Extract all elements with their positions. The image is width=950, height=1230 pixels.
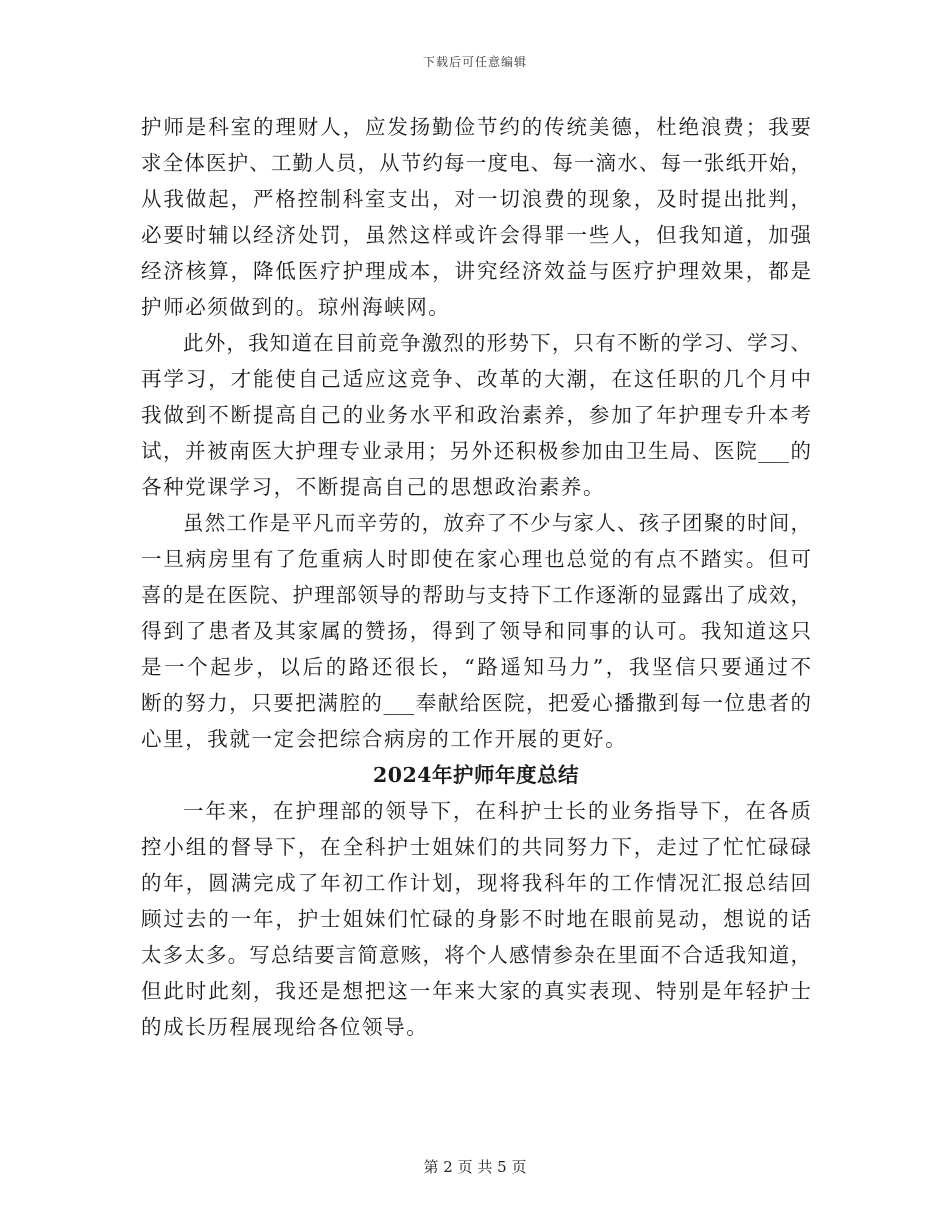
text-line: 从我做起，严格控制科室支出，对一切浪费的现象，及时提出批判，: [141, 187, 811, 211]
text-line: 求全体医护、工勤人员，从节约每一度电、每一滴水、每一张纸开始，: [141, 151, 811, 175]
text-line: 控小组的督导下，在全科护士姐妹们的共同努力下，走过了忙忙碌碌: [141, 835, 811, 859]
paragraph-1: [141, 109, 811, 325]
text-line: 顾过去的一年，护士姐妹们忙碌的身影不时地在眼前晃动，想说的话: [141, 907, 811, 931]
text-line: 再学习，才能使自己适应这竞争、改革的大潮，在这任职的几个月中: [141, 367, 811, 391]
text-line: 心里，我就一定会把综合病房的工作开展的更好。: [141, 727, 628, 751]
section-title: 2024年护师年度总结: [372, 763, 580, 787]
page-number-footer: 第 2 页 共 5 页: [423, 1158, 527, 1176]
paragraph-2: [141, 325, 811, 505]
text-line: 是一个起步，以后的路还很长，“路遥知马力”，我坚信只要通过不: [141, 655, 811, 679]
text-line: 但此时此刻，我还是想把这一年来大家的真实表现、特别是年轻护士: [141, 979, 811, 1003]
text-line: 必要时辅以经济处罚，虽然这样或许会得罪一些人，但我知道，加强: [141, 223, 811, 247]
text-line: 试，并被南医大护理专业录用；另外还积极参加由卫生局、医院___的: [141, 439, 811, 463]
text-line: 各种党课学习，不断提高自己的思想政治素养。: [141, 475, 606, 499]
paragraph-3: [141, 505, 811, 757]
text-line: 护师是科室的理财人，应发扬勤俭节约的传统美德，杜绝浪费；我要: [141, 115, 811, 139]
text-line: 一旦病房里有了危重病人时即使在家心理也总觉的有点不踏实。但可: [141, 547, 811, 571]
text-line: 一年来，在护理部的领导下，在科护士长的业务指导下，在各质: [183, 799, 811, 823]
page-header: 下载后可任意编辑: [422, 55, 527, 69]
text-line: 太多太多。写总结要言简意赅，将个人感情参杂在里面不合适我知道，: [141, 943, 811, 967]
text-line: 的成长历程展现给各位领导。: [141, 1015, 429, 1039]
text-line: 我做到不断提高自己的业务水平和政治素养，参加了年护理专升本考: [141, 403, 811, 427]
text-line: 喜的是在医院、护理部领导的帮助与支持下工作逐渐的显露出了成效，: [141, 583, 811, 607]
paragraph-4: [141, 793, 811, 1045]
text-line: 经济核算，降低医疗护理成本，讲究经济效益与医疗护理效果，都是: [141, 259, 811, 283]
text-line: 虽然工作是平凡而辛劳的，放弃了不少与家人、孩子团聚的时间，: [183, 511, 811, 535]
text-line: 此外，我知道在目前竞争激烈的形势下，只有不断的学习、学习、: [183, 331, 811, 355]
document-body: [141, 109, 811, 1045]
text-line: 断的努力，只要把满腔的___奉献给医院，把爱心播撒到每一位患者的: [141, 691, 811, 715]
text-line: 护师必须做到的。琼州海峡网。: [141, 295, 451, 319]
text-line: 得到了患者及其家属的赞扬，得到了领导和同事的认可。我知道这只: [141, 619, 811, 643]
text-line: 的年，圆满完成了年初工作计划，现将我科年的工作情况汇报总结回: [141, 871, 811, 895]
